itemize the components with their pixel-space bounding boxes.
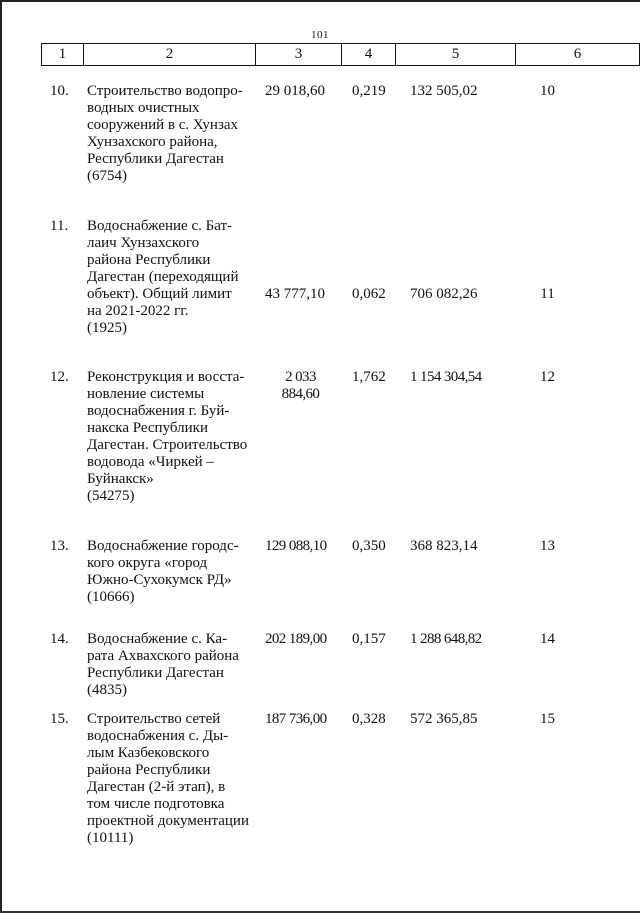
cost-value-line: 884,60 (281, 386, 320, 402)
description-line: (10666) (87, 589, 135, 605)
scan-edge-top (0, 0, 640, 2)
cost-value: 43 777,10 (265, 286, 325, 302)
row-description (87, 711, 250, 847)
row-index: 12 (540, 369, 555, 385)
column-header-row (42, 44, 640, 66)
row-index: 13 (540, 538, 555, 554)
capacity-value: 0,157 (352, 631, 386, 647)
row-number: 13. (50, 538, 69, 554)
column-header-6: 6 (516, 44, 640, 66)
description-line: Водоснабжение городс- (87, 538, 239, 554)
amount-value: 132 505,02 (410, 83, 478, 99)
description-line: Республики Дагестан (87, 665, 224, 681)
row-index: 14 (540, 631, 555, 647)
description-line: Дагестан. Строительство (87, 437, 248, 453)
column-header-5: 5 (396, 44, 516, 66)
description-line: том числе подготовка (87, 796, 225, 812)
description-line: Строительство сетей (87, 711, 221, 727)
description-line: Южно-Сухокумск РД» (87, 572, 232, 588)
description-line: новление системы (87, 386, 205, 402)
description-line: (4835) (87, 682, 127, 698)
row-description (87, 218, 250, 337)
cost-value-line: 2 033 (285, 369, 316, 385)
description-line: Строительство водопро- (87, 83, 243, 99)
description-line: лым Казбековского (87, 745, 210, 761)
row-index: 15 (540, 711, 555, 727)
description-line: на 2021-2022 гг. (87, 303, 189, 319)
description-line: (6754) (87, 168, 127, 184)
description-line: Хунзахского района, (87, 134, 218, 150)
description-line: рата Ахвахского района (87, 648, 239, 664)
row-number: 15. (50, 711, 69, 727)
row-index: 10 (540, 83, 555, 99)
capacity-value: 0,062 (352, 286, 386, 302)
description-line: Водоснабжение с. Бат- (87, 218, 233, 234)
description-line: Буйнакск» (87, 471, 154, 487)
amount-value: 572 365,85 (410, 711, 478, 727)
cost-value (258, 369, 343, 403)
description-line: (1925) (87, 320, 127, 336)
capacity-value: 0,219 (352, 83, 386, 99)
description-line: лаич Хунзахского (87, 235, 200, 251)
page-number: 101 (311, 29, 329, 41)
row-description (87, 538, 250, 606)
capacity-value: 1,762 (352, 369, 386, 385)
column-header-4: 4 (342, 44, 396, 66)
description-line: кого округа «город (87, 555, 208, 571)
scan-edge-left (0, 0, 2, 913)
column-header-2: 2 (84, 44, 256, 66)
description-line: проектной документации (87, 813, 249, 829)
description-line: водовода «Чиркей – (87, 454, 214, 470)
description-line: (10111) (87, 830, 134, 846)
description-line: водоснабжения с. Ды- (87, 728, 229, 744)
amount-value: 368 823,14 (410, 538, 478, 554)
cost-value: 129 088,10 (265, 538, 327, 554)
description-line: Республики Дагестан (87, 151, 224, 167)
description-line: водоснабжения г. Буй- (87, 403, 230, 419)
capacity-value: 0,350 (352, 538, 386, 554)
description-line: водных очистных (87, 100, 200, 116)
column-header-table (41, 43, 640, 66)
row-index: 11 (540, 286, 555, 302)
row-description (87, 83, 250, 185)
amount-value: 1 288 648,82 (410, 631, 482, 647)
row-number: 11. (50, 218, 69, 234)
row-description (87, 369, 250, 505)
cost-value: 29 018,60 (265, 83, 325, 99)
description-line: объект). Общий лимит (87, 286, 232, 302)
description-line: Реконструкция и восста- (87, 369, 245, 385)
cost-value: 202 189,00 (265, 631, 327, 647)
description-line: накска Республики (87, 420, 208, 436)
description-line: (54275) (87, 488, 135, 504)
amount-value: 1 154 304,54 (410, 369, 482, 385)
column-header-3: 3 (256, 44, 342, 66)
amount-value: 706 082,26 (410, 286, 478, 302)
description-line: Дагестан (2-й этап), в (87, 779, 226, 795)
row-number: 10. (50, 83, 69, 99)
description-line: Водоснабжение с. Ка- (87, 631, 228, 647)
capacity-value: 0,328 (352, 711, 386, 727)
description-line: Дагестан (переходящий (87, 269, 239, 285)
description-line: района Республики (87, 252, 211, 268)
column-header-1: 1 (42, 44, 84, 66)
row-description (87, 631, 250, 699)
row-number: 14. (50, 631, 69, 647)
description-line: сооружений в с. Хунзах (87, 117, 239, 133)
description-line: района Республики (87, 762, 211, 778)
row-number: 12. (50, 369, 69, 385)
cost-value: 187 736,00 (265, 711, 327, 727)
